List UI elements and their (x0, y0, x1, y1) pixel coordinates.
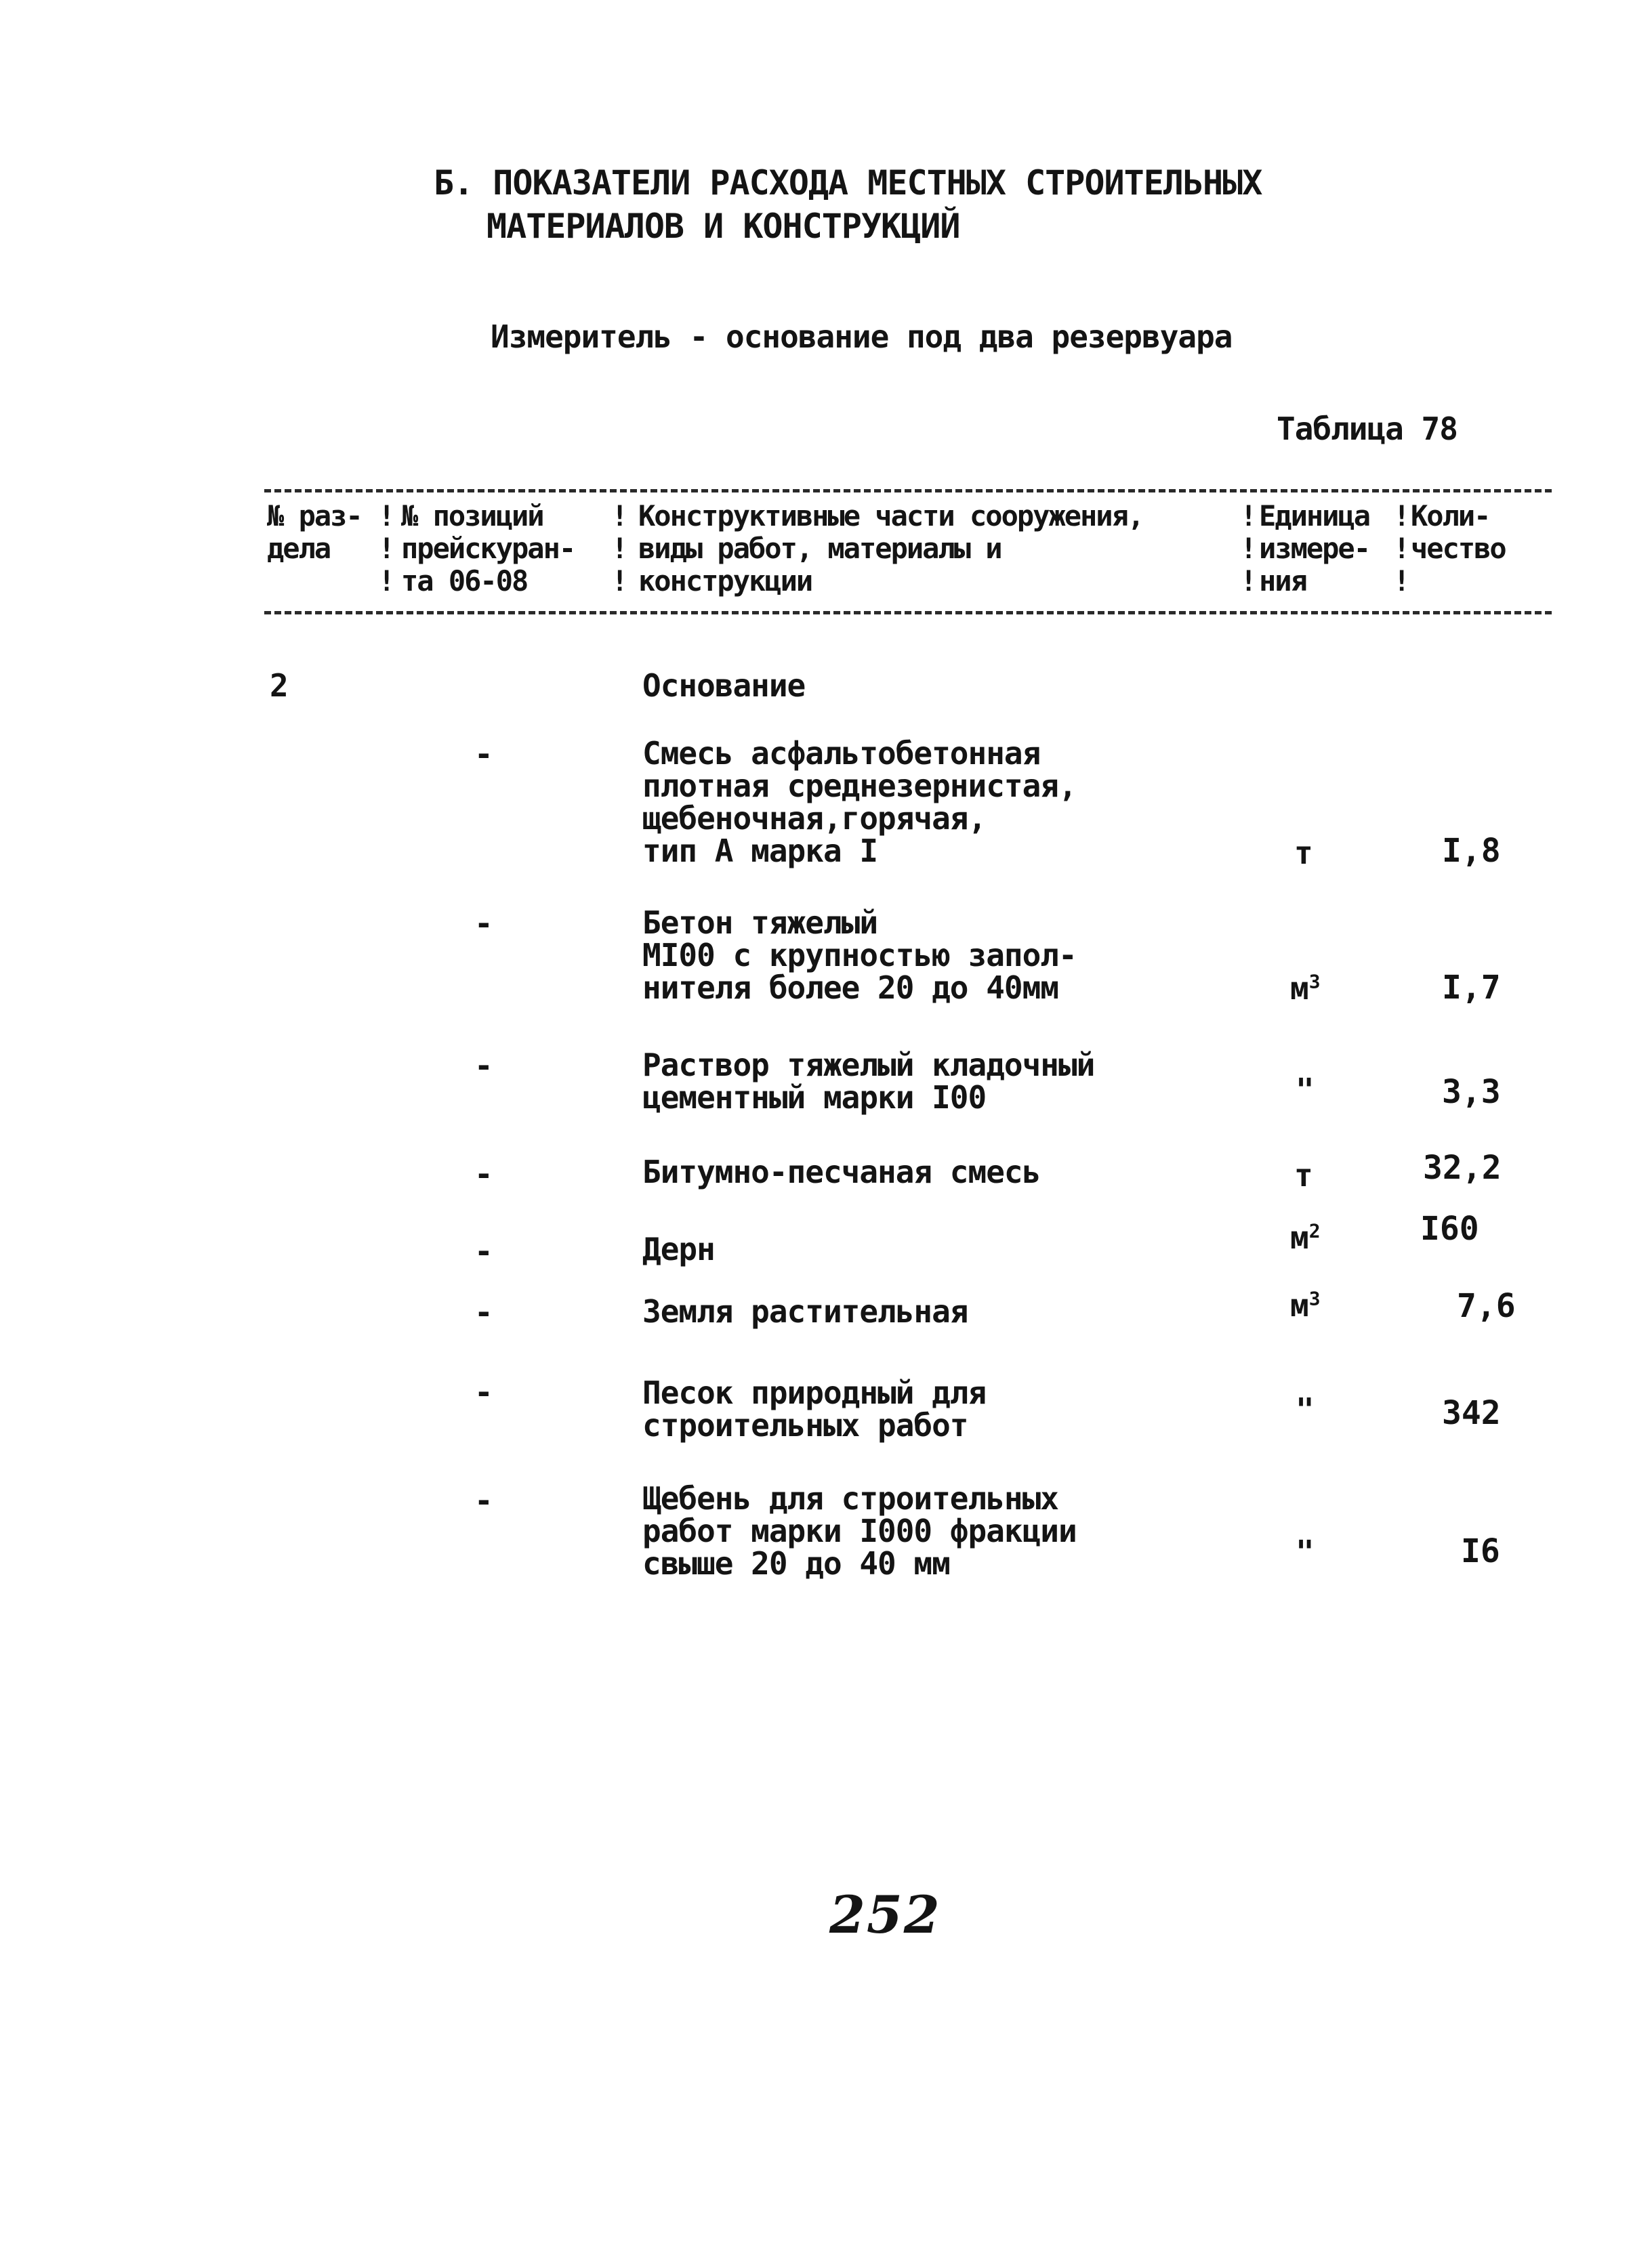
row-1-quantity: I,8 (1442, 832, 1501, 870)
row-5-description: Дерн (642, 1231, 715, 1267)
row-8-position: - (474, 1482, 493, 1519)
header-separator-1: ! ! ! (378, 499, 394, 597)
section-number: 2 (270, 667, 288, 704)
section-title: Основание (642, 667, 806, 704)
row-7-position: - (474, 1374, 493, 1410)
row-2-position: - (474, 905, 493, 942)
row-2-description: Бетон тяжелый МI00 с крупностью запол- нителя более 20 до 40мм (642, 904, 1077, 1006)
row-7-quantity: 342 (1442, 1394, 1501, 1432)
row-1-description: Смесь асфальтобетонная плотная среднезернистая, щебеночная,горячая, тип А марка I (642, 735, 1077, 869)
row-2-unit: $м^3$ (1290, 970, 1321, 1007)
table-number: Таблица 78 (1277, 411, 1458, 447)
header-quantity: Коли- чество (1411, 499, 1506, 565)
header-unit: Единица измере- ния (1259, 499, 1370, 597)
row-3-description: Раствор тяжелый кладочный цементный марки I00 (642, 1047, 1095, 1116)
row-4-position: - (474, 1156, 493, 1192)
header-separator-4: ! ! ! (1393, 499, 1409, 597)
header-section: № раз- дела (267, 499, 362, 565)
row-7-unit: " (1296, 1391, 1315, 1428)
row-4-unit: т (1294, 1157, 1313, 1194)
header-separator-2: ! ! ! (611, 499, 627, 597)
row-6-description: Земля растительная (642, 1293, 968, 1330)
row-2-quantity: I,7 (1442, 969, 1501, 1007)
header-position: № позиций прейскуран- та 06-08 (401, 499, 575, 597)
row-6-position: - (474, 1294, 493, 1330)
title-line-1: Б. ПОКАЗАТЕЛИ РАСХОДА МЕСТНЫХ СТРОИТЕЛЬНЫХ (434, 163, 1262, 203)
row-5-position: - (474, 1233, 493, 1269)
row-5-unit: $м^2$ (1290, 1219, 1321, 1256)
row-3-quantity: 3,3 (1442, 1073, 1501, 1111)
title-line-2: МАТЕРИАЛОВ И КОНСТРУКЦИЙ (487, 207, 960, 246)
table-header-rule (264, 611, 1552, 614)
row-6-unit: $м^3$ (1290, 1287, 1321, 1324)
page-number: 252 (829, 1885, 941, 1945)
row-8-description: Щебень для строительных работ марки I000 фракции свыше 20 до 40 мм (642, 1480, 1077, 1582)
table-top-rule (264, 489, 1552, 492)
row-4-description: Битумно-песчаная смесь (642, 1154, 1041, 1190)
row-3-position: - (474, 1047, 493, 1084)
row-5-quantity: I60 (1420, 1210, 1479, 1248)
row-3-unit: " (1296, 1072, 1315, 1108)
measure-label: Измеритель - основание под два резервуара (491, 318, 1233, 355)
header-separator-3: ! ! ! (1240, 499, 1256, 597)
row-6-quantity: 7,6 (1457, 1287, 1516, 1325)
header-description: Конструктивные части сооружения, виды работ, материалы и конструкции (638, 499, 1144, 597)
row-8-unit: " (1296, 1534, 1315, 1570)
row-1-unit: т (1294, 835, 1313, 871)
row-7-description: Песок природный для строительных работ (642, 1374, 987, 1444)
row-4-quantity: 32,2 (1423, 1149, 1502, 1187)
row-1-position: - (474, 736, 493, 772)
row-8-quantity: I6 (1461, 1532, 1500, 1570)
